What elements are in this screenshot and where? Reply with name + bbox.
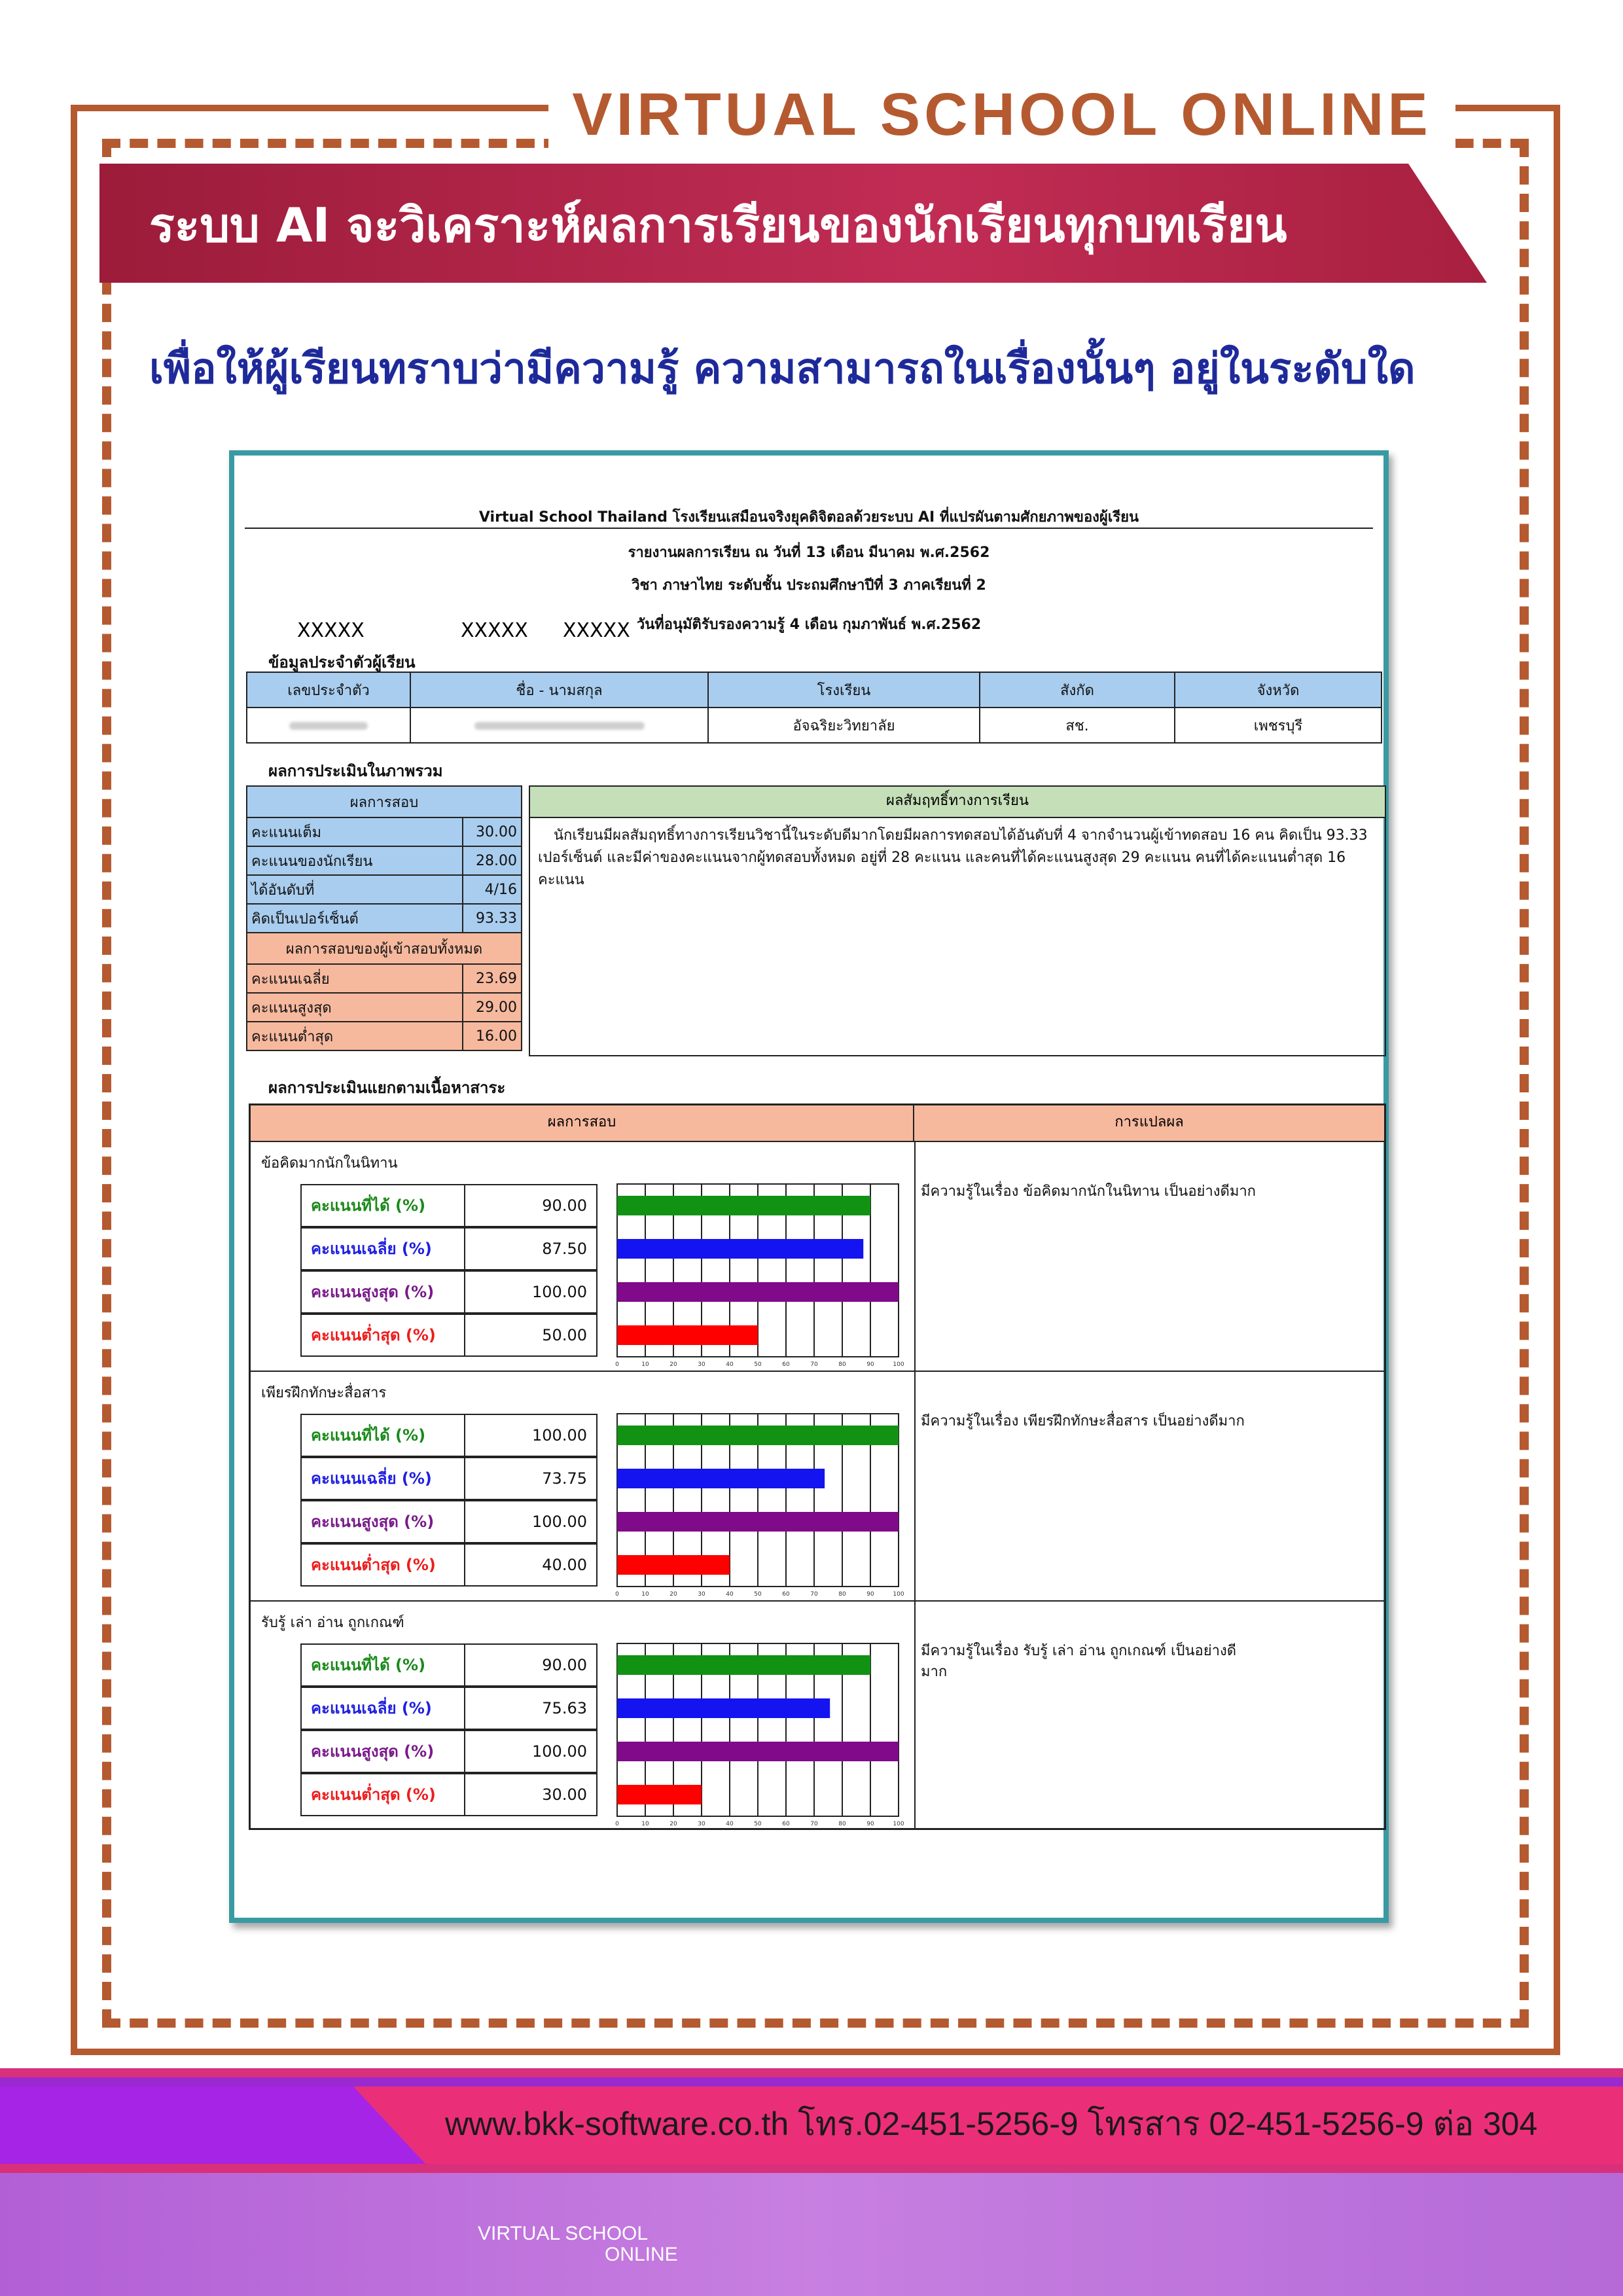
exam-row — [247, 875, 522, 904]
topic-name: รับรู้ เล่า อ่าน ถูกเกณฑ์ — [261, 1615, 404, 1631]
score-value: 50.00 — [464, 1314, 597, 1357]
exam-label: ได้อันดับที่ — [247, 875, 463, 904]
score-bar-chart — [617, 1643, 912, 1840]
chart-bar — [617, 1742, 899, 1761]
footer-band-accent — [0, 2087, 425, 2164]
footer-background — [0, 2173, 1623, 2296]
chart-bar — [617, 1239, 863, 1259]
score-label: คะแนนเฉลี่ย (%) — [300, 1457, 464, 1500]
student-header-cell: ชื่อ - นามสกุล — [410, 672, 708, 708]
student-value-row — [247, 708, 1382, 743]
score-label: คะแนนที่ได้ (%) — [300, 1643, 464, 1687]
chart-bar — [617, 1325, 758, 1345]
student-province-cell: เพชรบุรี — [1175, 708, 1382, 743]
score-value: 87.50 — [464, 1227, 597, 1270]
chart-bar — [617, 1282, 899, 1302]
chart-bar — [617, 1426, 899, 1445]
axis-tick-label: 100 — [893, 1591, 904, 1598]
axis-tick-label: 20 — [669, 1591, 677, 1598]
axis-tick-label: 90 — [866, 1361, 874, 1368]
blurred-id — [289, 722, 368, 730]
axis-tick-label: 0 — [615, 1361, 619, 1368]
student-section-title: ข้อมูลประจำตัวผู้เรียน — [268, 653, 416, 672]
axis-tick-label: 10 — [641, 1591, 649, 1598]
subtitle: เพื่อให้ผู้เรียนทราบว่ามีความรู้ ความสามารถในเรื่องนั้นๆ อยู่ในระดับใด — [149, 345, 1416, 393]
topic-block — [251, 1142, 1384, 1372]
axis-tick-label: 80 — [838, 1361, 846, 1368]
footer-logo-line2: ONLINE — [605, 2244, 678, 2265]
chart-bar — [617, 1785, 702, 1804]
axis-tick-label: 40 — [726, 1591, 734, 1598]
exam-row — [247, 846, 522, 875]
axis-tick-label: 40 — [726, 1361, 734, 1368]
exam-head: ผลการสอบ — [247, 786, 522, 817]
topic-name: เพียรฝึกทักษะสื่อสาร — [261, 1385, 387, 1401]
student-name-cell — [410, 708, 708, 743]
score-value: 40.00 — [464, 1543, 597, 1587]
page-title: VIRTUAL SCHOOL ONLINE — [572, 81, 1432, 148]
masked-text: XXXXX — [563, 619, 630, 642]
content-section-title: ผลการประเมินแยกตามเนื้อหาสาระ — [268, 1079, 506, 1097]
exam-label: คิดเป็นเปอร์เซ็นต์ — [247, 904, 463, 933]
axis-tick-label: 20 — [669, 1361, 677, 1368]
student-header-cell: โรงเรียน — [708, 672, 980, 708]
axis-tick-label: 50 — [754, 1361, 762, 1368]
score-label: คะแนนที่ได้ (%) — [300, 1184, 464, 1227]
axis-tick-label: 60 — [782, 1361, 790, 1368]
all-head: ผลการสอบของผู้เข้าสอบทั้งหมด — [247, 933, 522, 964]
topic-block — [251, 1602, 1384, 1831]
content-head-right: การแปลผล — [914, 1105, 1384, 1142]
student-header-cell: จังหวัด — [1175, 672, 1382, 708]
score-label: คะแนนต่ำสุด (%) — [300, 1773, 464, 1816]
score-label: คะแนนที่ได้ (%) — [300, 1414, 464, 1457]
report-line3: วันที่อนุมัติรับรองความรู้ 4 เดือน กุมภาพันธ์ พ.ศ.2562 — [636, 617, 982, 633]
axis-tick-label: 30 — [698, 1591, 705, 1598]
score-label: คะแนนเฉลี่ย (%) — [300, 1227, 464, 1270]
all-label: คะแนนต่ำสุด — [247, 1022, 463, 1050]
axis-tick-label: 20 — [669, 1821, 677, 1827]
exam-value: 4/16 — [463, 875, 522, 904]
chart-bar — [617, 1698, 830, 1718]
score-bar-chart — [617, 1414, 912, 1610]
student-table — [246, 672, 1382, 744]
axis-tick-label: 10 — [641, 1361, 649, 1368]
footer-logo-line1: VIRTUAL SCHOOL — [478, 2223, 649, 2244]
student-header-cell: เลขประจำตัว — [247, 672, 410, 708]
score-label: คะแนนต่ำสุด (%) — [300, 1314, 464, 1357]
all-value: 16.00 — [463, 1022, 522, 1050]
report-line1: รายงานผลการเรียน ณ วันที่ 13 เดือน มีนาคม พ.ศ.2562 — [628, 545, 990, 561]
all-value: 29.00 — [463, 993, 522, 1022]
score-label: คะแนนต่ำสุด (%) — [300, 1543, 464, 1587]
axis-tick-label: 90 — [866, 1591, 874, 1598]
score-value: 30.00 — [464, 1773, 597, 1816]
footer-stripe — [0, 2068, 1623, 2077]
student-affiliation-cell: สช. — [980, 708, 1175, 743]
exam-table — [246, 785, 522, 1051]
score-value: 100.00 — [464, 1270, 597, 1314]
axis-tick-label: 40 — [726, 1821, 734, 1827]
exam-head-row — [247, 786, 522, 817]
exam-value: 28.00 — [463, 846, 522, 875]
report-document — [229, 450, 1389, 1923]
axis-tick-label: 70 — [810, 1361, 818, 1368]
report-rule — [245, 528, 1373, 529]
all-value: 23.69 — [463, 964, 522, 993]
banner-text: ระบบ AI จะวิเคราะห์ผลการเรียนของนักเรียนทุกบทเรียน — [149, 198, 1287, 253]
chart-bar — [617, 1655, 870, 1675]
student-header-cell: สังกัด — [980, 672, 1175, 708]
score-value: 90.00 — [464, 1184, 597, 1227]
content-head-left: ผลการสอบ — [251, 1105, 914, 1142]
achievement-box — [529, 785, 1386, 1056]
footer-stripe — [0, 2077, 1623, 2087]
axis-tick-label: 70 — [810, 1591, 818, 1598]
masked-text: XXXXX — [297, 619, 365, 642]
axis-tick-label: 50 — [754, 1591, 762, 1598]
exam-row — [247, 817, 522, 846]
score-label: คะแนนเฉลี่ย (%) — [300, 1687, 464, 1730]
axis-tick-label: 60 — [782, 1821, 790, 1827]
score-value: 73.75 — [464, 1457, 597, 1500]
score-value: 100.00 — [464, 1730, 597, 1773]
achievement-head: ผลสัมฤทธิ์ทางการเรียน — [530, 787, 1385, 818]
axis-tick-label: 90 — [866, 1821, 874, 1827]
footer-stripe — [0, 2164, 1623, 2173]
axis-tick-label: 80 — [838, 1591, 846, 1598]
score-value: 100.00 — [464, 1500, 597, 1543]
achievement-text: นักเรียนมีผลสัมฤทธิ์ทางการเรียนวิชานี้ในระดับดีมากโดยมีผลการทดสอบได้อันดับที่ 4 จากจำนวนผู้เข้าทดสอบ 16 คน คิดเป็น 93.33 เปอร์เซ็นต์ และมีค่าของคะแนนจากผู้ทดสอบทั้งหมด อยู่ที่ 28 คะแนน และคนที่ได้คะแนนสูงสุด 29 คะแนน คนที่ได้คะแนนต่ำสุด 16 คะแนน — [538, 827, 1368, 888]
report-school-title: Virtual School Thailand โรงเรียนเสมือนจริงยุคดิจิตอลด้วยระบบ AI ที่แปรผันตามศักยภาพของผู้เรียน — [478, 509, 1139, 526]
blurred-name — [474, 722, 645, 730]
student-header-row — [247, 672, 1382, 708]
score-bar-chart — [617, 1184, 912, 1380]
title-wrap — [548, 79, 1455, 151]
axis-tick-label: 70 — [810, 1821, 818, 1827]
overall-section-title: ผลการประเมินในภาพรวม — [268, 762, 443, 780]
axis-tick-label: 0 — [615, 1591, 619, 1598]
all-row — [247, 1022, 522, 1050]
report-line2: วิชา ภาษาไทย ระดับชั้น ประถมศึกษาปีที่ 3 ภาคเรียนที่ 2 — [632, 577, 986, 594]
student-id-cell — [247, 708, 410, 743]
axis-tick-label: 60 — [782, 1591, 790, 1598]
chart-bar — [617, 1196, 870, 1215]
content-table — [249, 1103, 1386, 1830]
score-value: 90.00 — [464, 1643, 597, 1687]
contact-info: www.bkk-software.co.th โทร.02-451-5256-9 โทรสาร 02-451-5256-9 ต่อ 304 — [445, 2106, 1538, 2142]
score-value: 75.63 — [464, 1687, 597, 1730]
axis-tick-label: 10 — [641, 1821, 649, 1827]
exam-row — [247, 904, 522, 933]
masked-text: XXXXX — [461, 619, 528, 642]
axis-tick-label: 80 — [838, 1821, 846, 1827]
topic-name: ข้อคิดมากนักในนิทาน — [261, 1155, 398, 1172]
chart-bar — [617, 1469, 825, 1488]
score-value: 100.00 — [464, 1414, 597, 1457]
all-row — [247, 993, 522, 1022]
all-head-row — [247, 933, 522, 964]
score-label: คะแนนสูงสุด (%) — [300, 1730, 464, 1773]
exam-label: คะแนนเต็ม — [247, 817, 463, 846]
exam-value: 30.00 — [463, 817, 522, 846]
axis-tick-label: 100 — [893, 1361, 904, 1368]
student-school-cell: อัจฉริยะวิทยาลัย — [708, 708, 980, 743]
all-label: คะแนนเฉลี่ย — [247, 964, 463, 993]
exam-label: คะแนนของนักเรียน — [247, 846, 463, 875]
axis-tick-label: 30 — [698, 1361, 705, 1368]
chart-bar — [617, 1555, 730, 1575]
axis-tick-label: 50 — [754, 1821, 762, 1827]
topic-interpretation: มีความรู้ในเรื่อง เพียรฝึกทักษะสื่อสาร เป็นอย่างดีมาก — [921, 1413, 1245, 1429]
topic-interpretation: มีความรู้ในเรื่อง ข้อคิดมากนักในนิทาน เป็นอย่างดีมาก — [921, 1183, 1256, 1200]
axis-tick-label: 30 — [698, 1821, 705, 1827]
axis-tick-label: 0 — [615, 1821, 619, 1827]
chart-bar — [617, 1512, 899, 1532]
axis-tick-label: 100 — [893, 1821, 904, 1827]
topic-interpretation: มีความรู้ในเรื่อง รับรู้ เล่า อ่าน ถูกเกณฑ์ เป็นอย่างดีมาก — [921, 1643, 1237, 1680]
all-label: คะแนนสูงสุด — [247, 993, 463, 1022]
score-label: คะแนนสูงสุด (%) — [300, 1270, 464, 1314]
exam-value: 93.33 — [463, 904, 522, 933]
topic-block — [251, 1372, 1384, 1602]
all-row — [247, 964, 522, 993]
score-label: คะแนนสูงสุด (%) — [300, 1500, 464, 1543]
